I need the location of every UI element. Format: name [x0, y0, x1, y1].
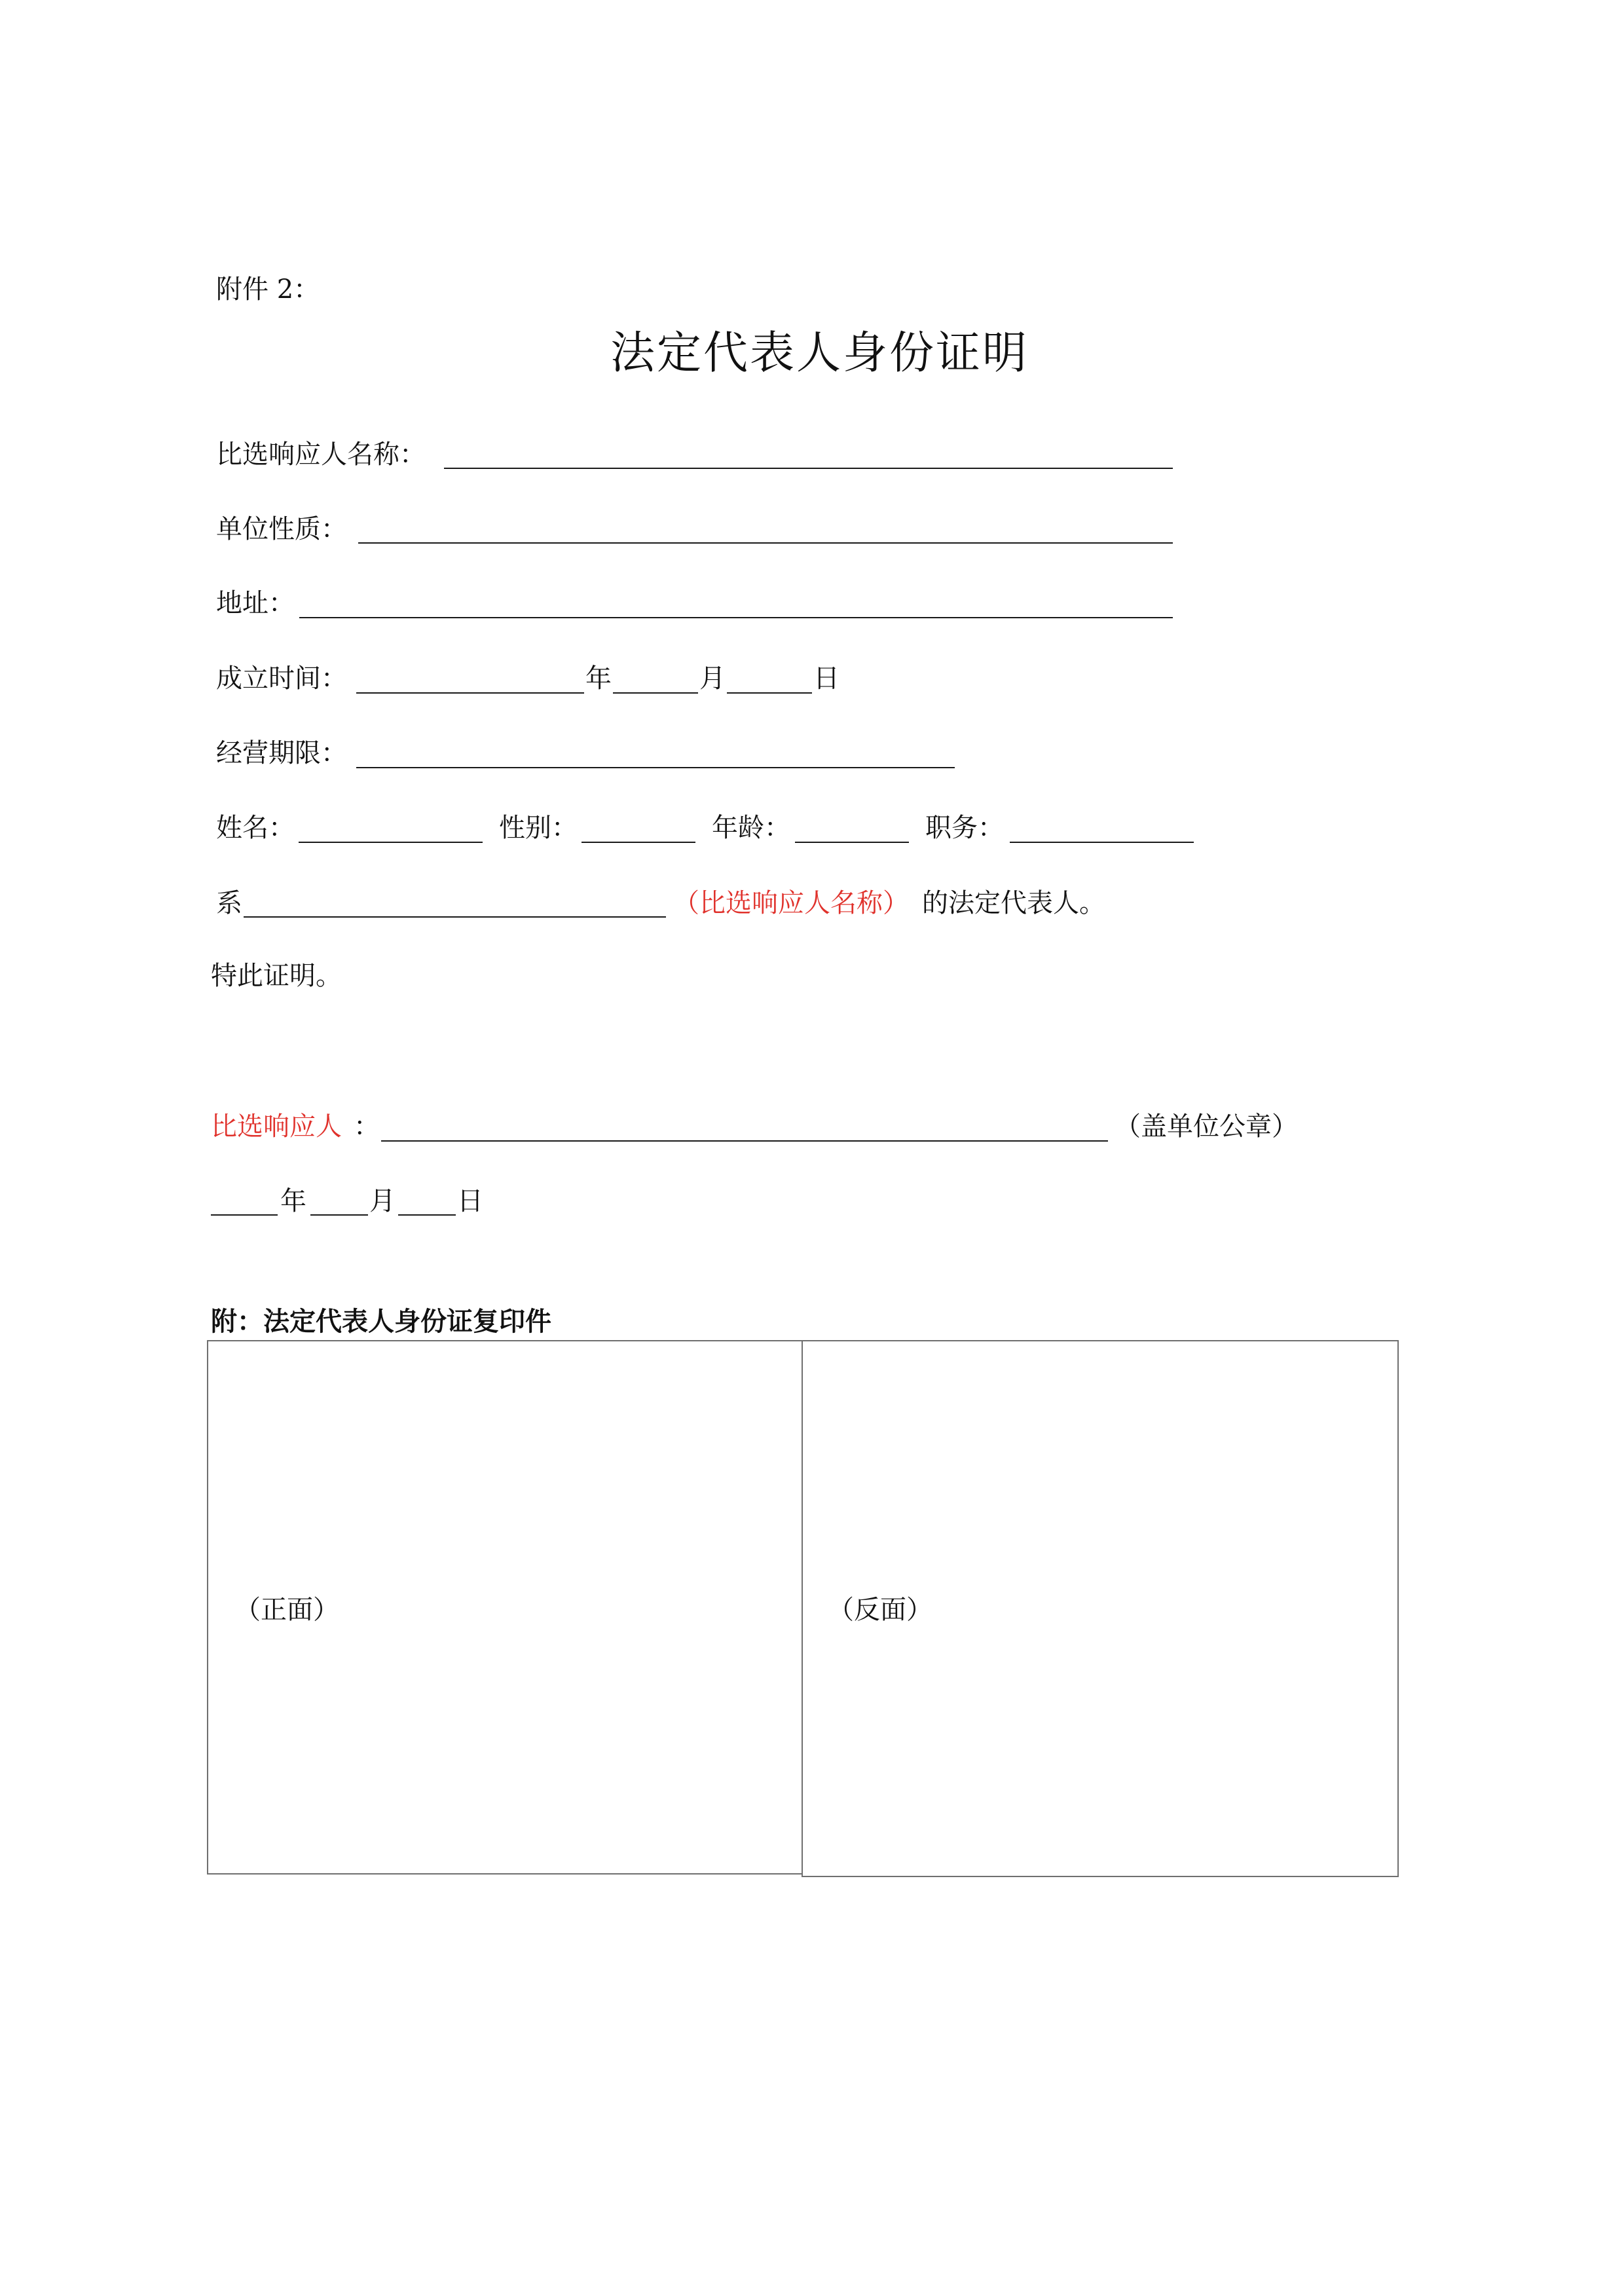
- founded-day-text: 日: [813, 663, 840, 694]
- unit-nature-label: 单位性质：: [216, 514, 347, 544]
- business-term-label: 经营期限：: [216, 738, 347, 768]
- seal-note: （盖单位公章）: [1115, 1111, 1298, 1142]
- signature-colon: ：: [354, 1111, 380, 1142]
- sign-month-line[interactable]: [310, 1214, 368, 1216]
- id-front-label: （正面）: [234, 1595, 339, 1625]
- id-back-label: （反面）: [828, 1595, 932, 1625]
- sign-year-line[interactable]: [211, 1214, 278, 1216]
- certify-text: 特此证明。: [211, 961, 342, 991]
- address-line[interactable]: [299, 617, 1173, 618]
- page-title: 法定代表人身份证明: [610, 327, 1029, 379]
- id-front-box[interactable]: [207, 1340, 803, 1875]
- founded-year-line[interactable]: [356, 692, 584, 694]
- statement-prefix: 系: [216, 888, 242, 918]
- unit-nature-line[interactable]: [358, 542, 1173, 544]
- sign-month-text: 月: [369, 1186, 396, 1216]
- id-copy-heading: 附：法定代表人身份证复印件: [211, 1306, 551, 1337]
- age-line[interactable]: [795, 842, 909, 843]
- business-term-line[interactable]: [356, 767, 955, 768]
- founded-month-line[interactable]: [613, 692, 698, 694]
- gender-label: 性别：: [499, 813, 578, 843]
- statement-suffix: 的法定代表人。: [922, 888, 1105, 918]
- respondent-name-label: 比选响应人名称：: [216, 439, 426, 470]
- age-label: 年龄：: [712, 813, 790, 843]
- founded-label: 成立时间：: [216, 663, 347, 694]
- founded-day-line[interactable]: [727, 692, 812, 694]
- founded-month-text: 月: [699, 663, 726, 694]
- sign-day-line[interactable]: [398, 1214, 456, 1216]
- respondent-name-line[interactable]: [444, 468, 1173, 469]
- signature-line[interactable]: [381, 1140, 1108, 1142]
- gender-line[interactable]: [581, 842, 695, 843]
- name-label: 姓名：: [216, 813, 295, 843]
- address-label: 地址：: [216, 588, 295, 618]
- sign-day-text: 日: [457, 1186, 483, 1216]
- founded-year-text: 年: [585, 663, 612, 694]
- sign-year-text: 年: [280, 1186, 306, 1216]
- statement-line[interactable]: [244, 916, 666, 918]
- position-line[interactable]: [1010, 842, 1194, 843]
- signature-label: 比选响应人: [211, 1111, 342, 1142]
- attachment-label: 附件 2：: [216, 274, 320, 305]
- id-back-box[interactable]: [802, 1340, 1399, 1877]
- position-label: 职务：: [925, 813, 1004, 843]
- statement-red-text: （比选响应人名称）: [673, 888, 909, 918]
- name-line[interactable]: [299, 842, 483, 843]
